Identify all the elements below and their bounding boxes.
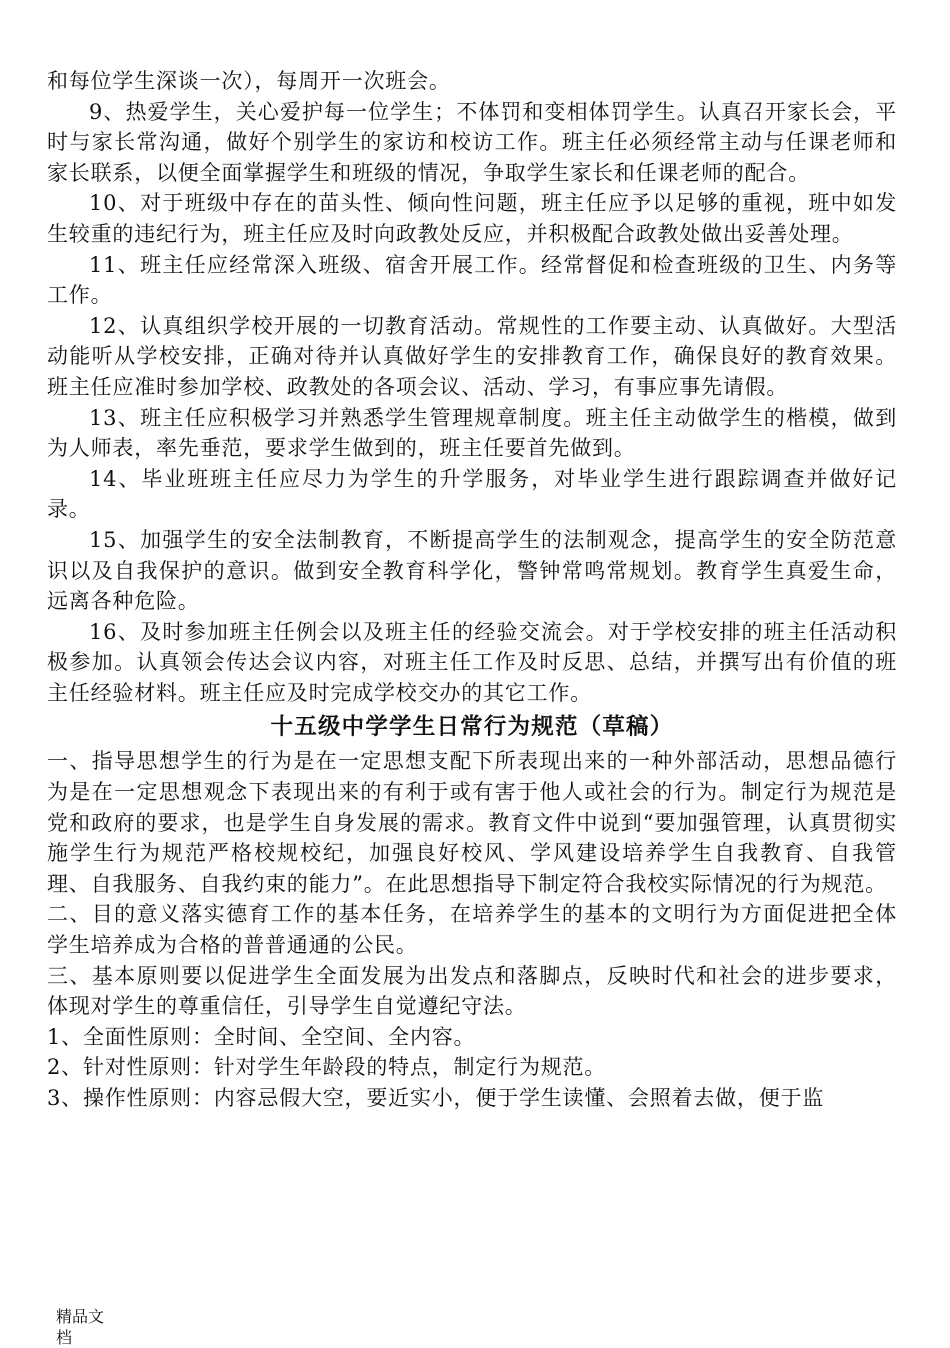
paragraph-principles: 三、基本原则要以促进学生全面发展为出发点和落脚点，反映时代和社会的进步要求，体现对学生的尊重信任，引导学生自觉遵纪守法。	[47, 963, 897, 1019]
paragraph-item-12: 12、认真组织学校开展的一切教育活动。常规性的工作要主动、认真做好。大型活动能听从学校安排，正确对待并认真做好学生的安排教育工作，确保良好的教育效果。班主任应准时参加学校、政教处的各项会议、活动、学习，有事应事先请假。	[47, 313, 897, 399]
paragraph-item-9: 9、热爱学生，关心爱护每一位学生；不体罚和变相体罚学生。认真召开家长会，平时与家长常沟通，做好个别学生的家访和校访工作。班主任必须经常主动与任课老师和家长联系，以便全面掌握学生和班级的情况，争取学生家长和任课老师的配合。	[47, 99, 897, 185]
list-item-principle-1: 1、全面性原则：全时间、全空间、全内容。	[47, 1024, 476, 1049]
page-footer: 精品文档	[56, 1307, 105, 1347]
document-page	[47, 66, 897, 1114]
paragraph-item-11: 11、班主任应经常深入班级、宿舍开展工作。经常督促和检查班级的卫生、内务等工作。	[47, 252, 897, 308]
paragraph-item-15: 15、加强学生的安全法制教育，不断提高学生的法制观念，提高学生的安全防范意识以及自我保护的意识。做到安全教育科学化，警钟常鸣常规划。教育学生真爱生命，远离各种危险。	[47, 527, 897, 614]
paragraph-item-14: 14、毕业班班主任应尽力为学生的升学服务，对毕业学生进行跟踪调查并做好记录。	[47, 466, 897, 522]
list-item-principle-2: 2、针对性原则：针对学生年龄段的特点，制定行为规范。	[47, 1055, 607, 1080]
list-item-principle-3: 3、操作性原则：内容忌假大空，要近实小，便于学生读懂、会照着去做，便于监	[47, 1086, 825, 1110]
section-title: 十五级中学学生日常行为规范（草稿）	[270, 714, 674, 741]
paragraph-guiding-ideology: 一、指导思想学生的行为是在一定思想支配下所表现出来的一种外部活动，思想品德行为是在一定思想观念下表现出来的有利于或有害于他人或社会的行为。制定行为规范是党和政府的要求，也是学生自身发展的需求。教育文件中说到“要加强管理，认真贯彻实施学生行为规范严格校规校纪，加强良好校风、学风建设培养学生自我教育、自我管理、自我服务、自我约束的能力”。在此思想指导下制定符合我校实际情况的行为规范。	[47, 749, 897, 896]
paragraph-item-16: 16、及时参加班主任例会以及班主任的经验交流会。对于学校安排的班主任活动积极参加。认真领会传达会议内容，对班主任工作及时反思、总结，并撰写出有价值的班主任经验材料。班主任应及时完成学校交办的其它工作。	[47, 619, 897, 705]
paragraph-continuation: 和每位学生深谈一次），每周开一次班会。	[47, 69, 451, 93]
paragraph-item-10: 10、对于班级中存在的苗头性、倾向性问题，班主任应予以足够的重视，班中如发生较重的违纪行为，班主任应及时向政教处反应，并积极配合政教处做出妥善处理。	[47, 191, 897, 246]
paragraph-purpose: 二、目的意义落实德育工作的基本任务，在培养学生的基本的文明行为方面促进把全体学生培养成为合格的普普通通的公民。	[47, 902, 897, 958]
paragraph-item-13: 13、班主任应积极学习并熟悉学生管理规章制度。班主任主动做学生的楷模，做到为人师表，率先垂范，要求学生做到的，班主任要首先做到。	[47, 405, 897, 461]
